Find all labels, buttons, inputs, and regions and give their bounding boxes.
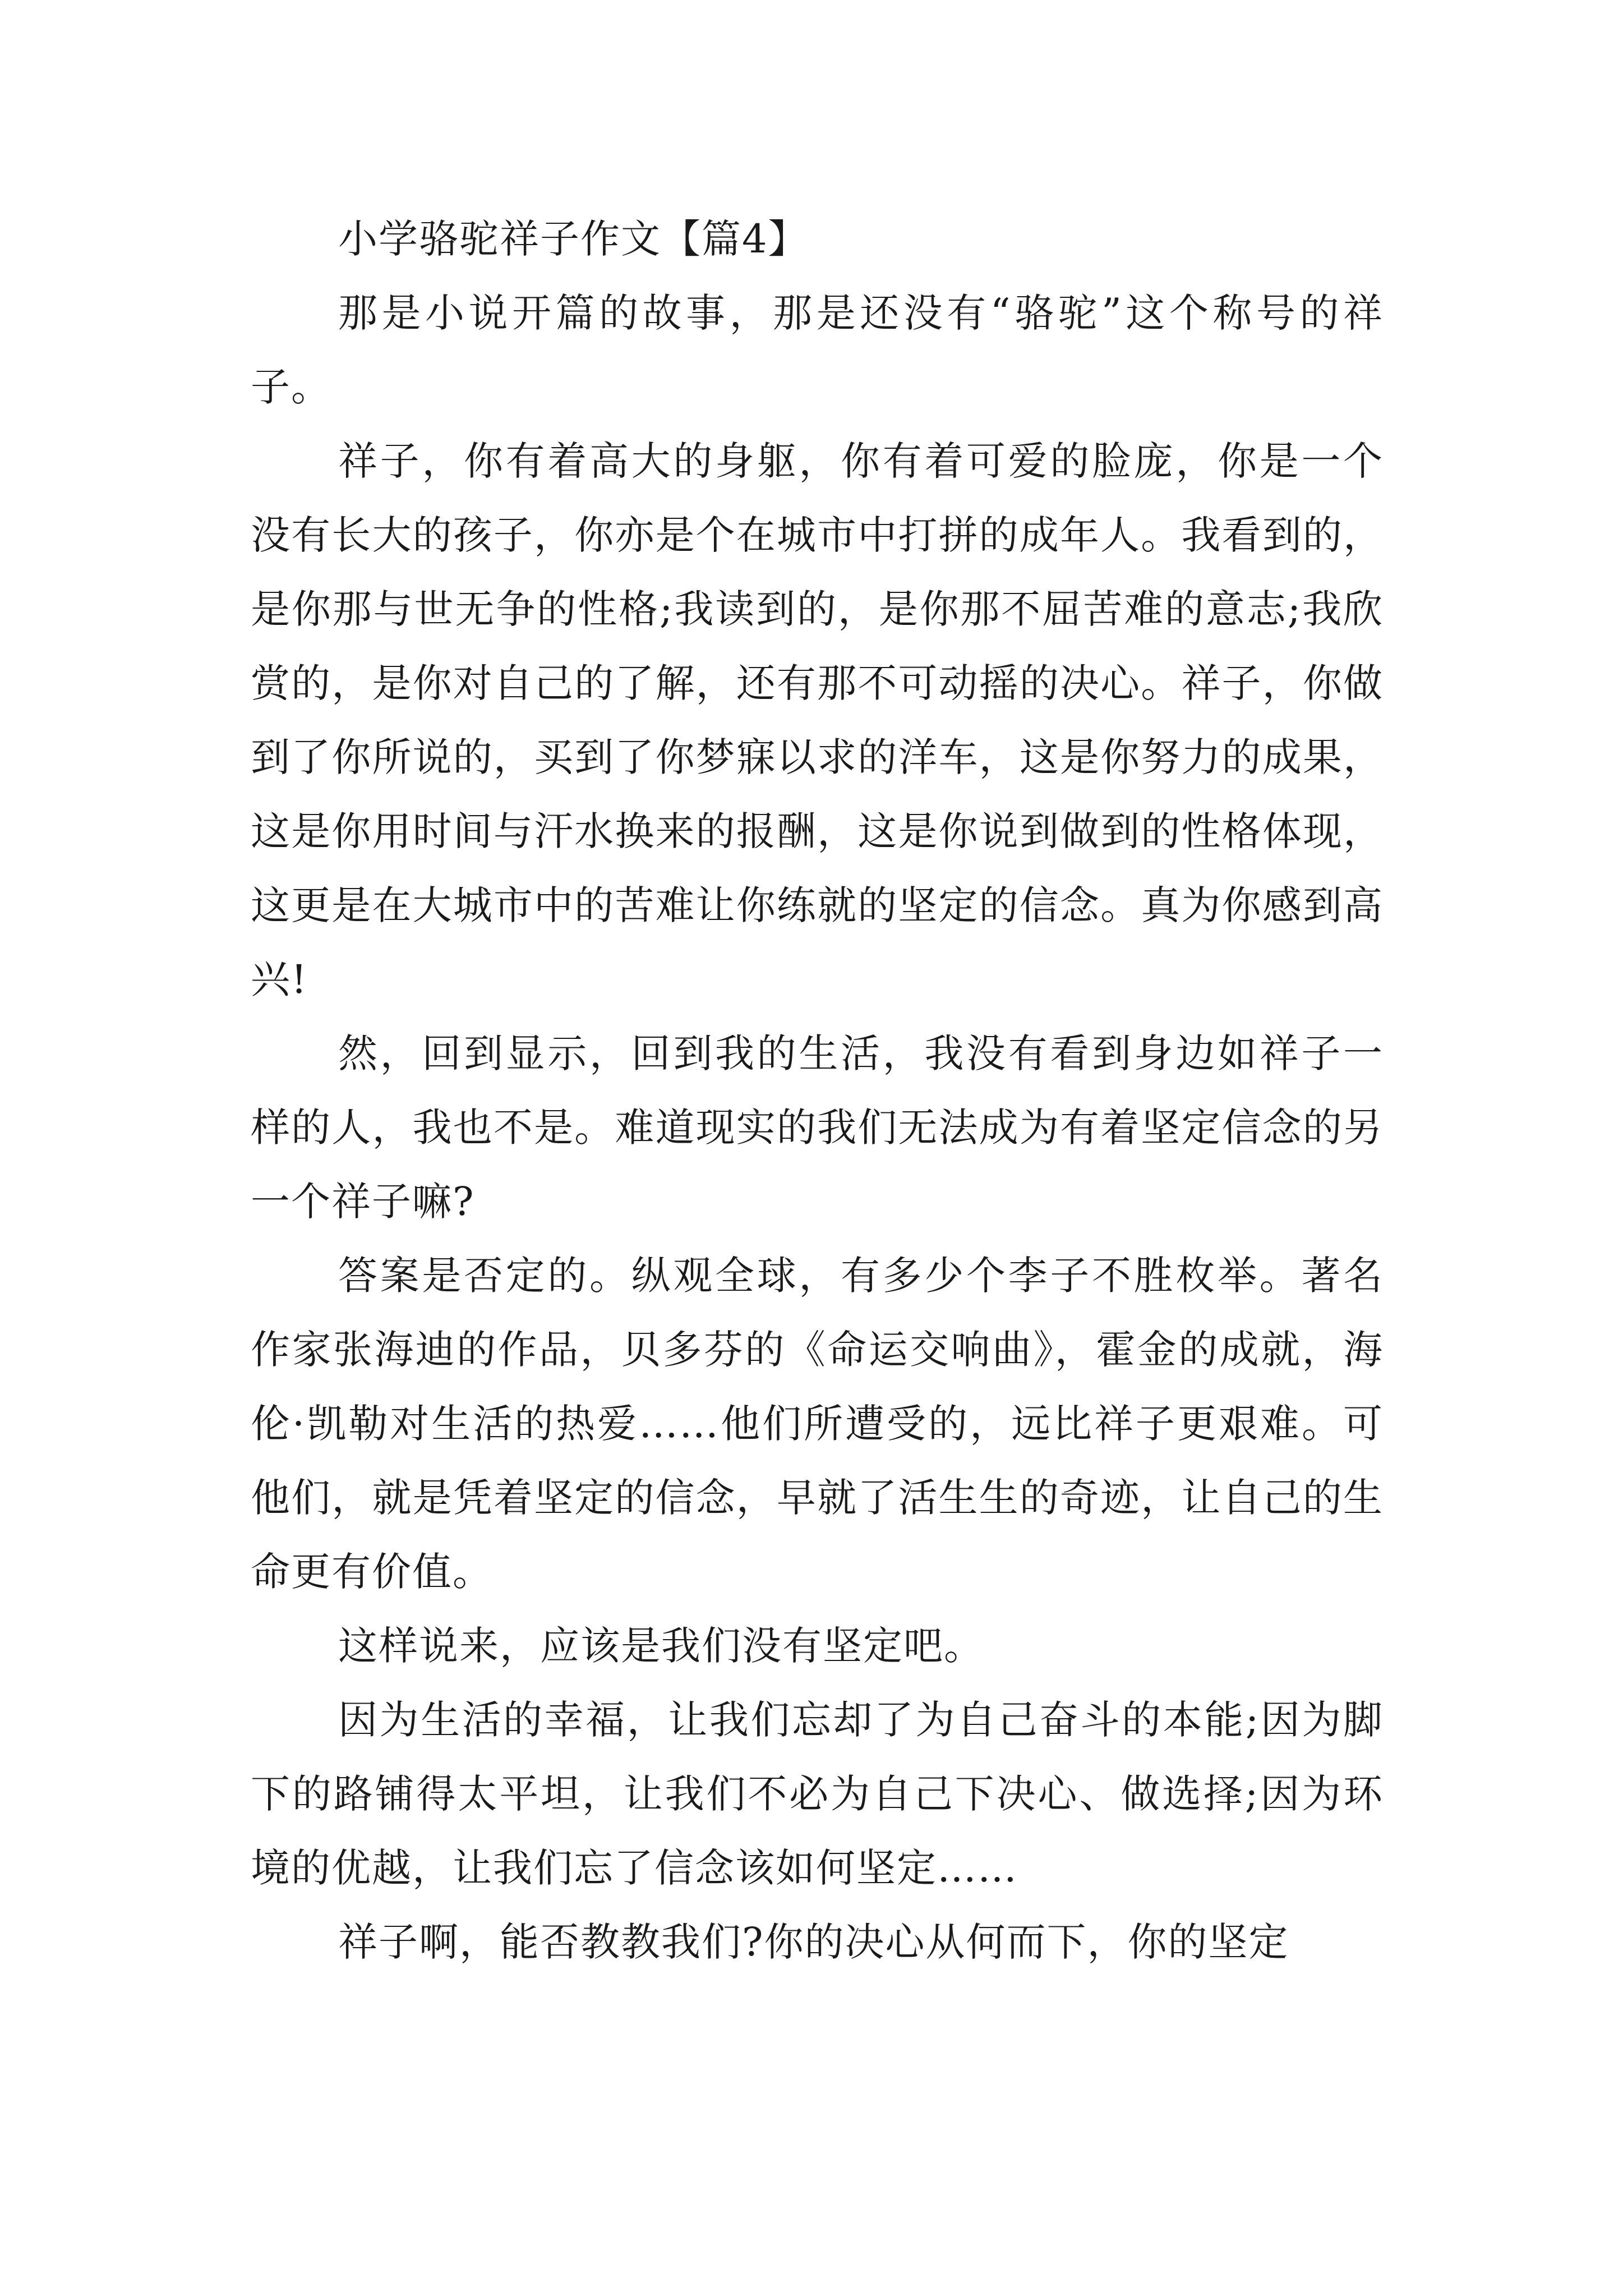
paragraph-7: 祥子啊，能否教教我们?你的决心从何而下，你的坚定 bbox=[338, 1919, 1289, 1965]
document-title: 小学骆驼祥子作文【篇4】 bbox=[338, 216, 809, 262]
paragraph-4: 答案是否定的。纵观全球，有多少个李子不胜枚举。著名作家张海迪的作品，贝多芬的《命运交响曲》，霍金的成就，海伦·凯勒对生活的热爱……他们所遭受的，远比祥子更艰难。可他们，就是凭着坚定的信念，早就了活生生的奇迹，让自己的生命更有价值。 bbox=[251, 1253, 1384, 1595]
paragraph-1: 那是小说开篇的故事，那是还没有“骆驼”这个称号的祥子。 bbox=[251, 290, 1384, 410]
paragraph-3: 然，回到显示，回到我的生活，我没有看到身边如祥子一样的人，我也不是。难道现实的我们无法成为有着坚定信念的另一个祥子嘛? bbox=[251, 1030, 1384, 1225]
paragraph-6: 因为生活的幸福，让我们忘却了为自己奋斗的本能;因为脚下的路铺得太平坦，让我们不必为自己下决心、做选择;因为环境的优越，让我们忘了信念该如何坚定…… bbox=[251, 1697, 1384, 1891]
paragraph-5: 这样说来，应该是我们没有坚定吧。 bbox=[338, 1623, 984, 1669]
document-body bbox=[251, 202, 1384, 1979]
paragraph-2: 祥子，你有着高大的身躯，你有着可爱的脸庞，你是一个没有长大的孩子，你亦是个在城市中打拼的成年人。我看到的，是你那与世无争的性格;我读到的，是你那不屈苦难的意志;我欣赏的，是你对自己的了解，还有那不可动摇的决心。祥子，你做到了你所说的，买到了你梦寐以求的洋车，这是你努力的成果，这是你用时间与汗水换来的报酬，这是你说到做到的性格体现，这更是在大城市中的苦难让你练就的坚定的信念。真为你感到高兴! bbox=[251, 438, 1384, 1002]
